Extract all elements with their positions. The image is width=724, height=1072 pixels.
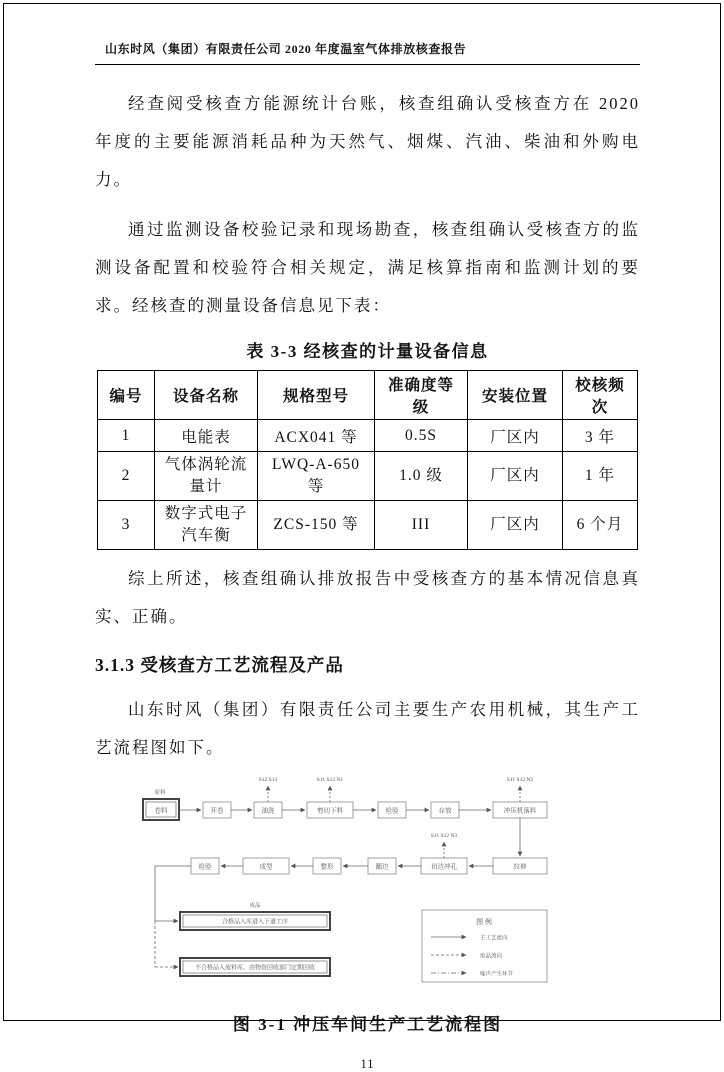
col-header-name: 设备名称 [155, 371, 258, 420]
col-header-location: 安装位置 [468, 371, 563, 420]
col-header-accuracy: 准确度等级 [375, 371, 468, 420]
col-header-frequency: 校核频次 [563, 371, 638, 420]
paragraph-monitoring-devices: 通过监测设备校验记录和现场勘查，核查组确认受核查方的监测设备配置和校验符合相关规定，满足核算指南和监测计划的要求。经核查的测量设备信息见下表： [95, 220, 640, 315]
emission-label-s11-s12-n3: S11 S12 N3 [430, 833, 458, 839]
cell-frequency: 1 年 [563, 452, 638, 501]
legend-noise-label: 噪声产生环节 [480, 971, 514, 978]
step-reshape: 整形 [320, 863, 334, 871]
document-header: 山东时风（集团）有限责任公司 2020 年度温室气体排放核查报告 [95, 40, 640, 65]
step-press-blank: 冲压机落料 [503, 807, 537, 815]
qualified-text: 合格品入库进入下道工序 [221, 919, 289, 926]
paragraph-process-intro: 山东时风（集团）有限责任公司主要生产农用机械，其生产工艺流程图如下。 [95, 700, 640, 757]
measurement-device-table [97, 370, 638, 550]
cell-name: 气体涡轮流量计 [155, 452, 258, 501]
cell-id: 3 [98, 501, 155, 550]
raw-material-label: 原料 [154, 790, 166, 796]
cell-location: 厂区内 [468, 420, 563, 452]
flowchart-svg [135, 771, 590, 999]
col-header-id: 编号 [98, 371, 155, 420]
emission-label-s11-s12-n1: S11 S12 N1 [316, 777, 344, 783]
table-title: 表 3-3 经核查的计量设备信息 [246, 342, 489, 361]
cell-accuracy: 1.0 级 [375, 452, 468, 501]
step-shear: 剪切下料 [317, 807, 343, 815]
step-inspect2: 检验 [198, 863, 212, 871]
step-form: 成型 [259, 863, 273, 871]
step-store: 存放 [438, 807, 452, 815]
paragraph-conclusion: 综上所述，核查组确认排放报告中受核查方的基本情况信息真实、正确。 [95, 569, 640, 626]
cell-id: 2 [98, 452, 155, 501]
cell-frequency: 3 年 [563, 420, 638, 452]
legend-main-label: 主工艺流向 [480, 935, 508, 942]
cell-model: ZCS-150 等 [258, 501, 375, 550]
cell-accuracy: III [375, 501, 468, 550]
unqualified-text: 不合格品入废料库、由物资回收部门定期回收 [194, 965, 316, 972]
cell-name: 数字式电子汽车衡 [155, 501, 258, 550]
legend-title: 图 例 [476, 918, 492, 926]
cell-model: ACX041 等 [258, 420, 375, 452]
step-inspect1: 检验 [385, 807, 399, 815]
figure-caption: 图 3-1 冲压车间生产工艺流程图 [232, 1015, 503, 1034]
emission-label-s11-s12-n2: S11 S12 N2 [506, 777, 534, 783]
emission-label-s12-s13: S12 S13 [258, 777, 278, 783]
step-flange: 翻边 [375, 863, 389, 871]
step-oil-wash: 油洗 [261, 807, 275, 815]
page-number: 11 [360, 1057, 375, 1071]
table-row [98, 501, 638, 550]
process-flowchart [135, 771, 590, 1004]
cell-id: 1 [98, 420, 155, 452]
cell-location: 厂区内 [468, 452, 563, 501]
table-row [98, 420, 638, 452]
cell-frequency: 6 个月 [563, 501, 638, 550]
step-coil: 卷料 [154, 807, 168, 815]
table-row [98, 452, 638, 501]
col-header-model: 规格型号 [258, 371, 375, 420]
step-uncoil: 开卷 [210, 807, 224, 815]
cell-model: LWQ-A-650 等 [258, 452, 375, 501]
table-header-row [98, 371, 638, 420]
cell-accuracy: 0.5S [375, 420, 468, 452]
step-draw: 拉伸 [513, 863, 527, 871]
step-trim-punch: 切边冲孔 [431, 863, 457, 871]
paragraph-energy-types: 经查阅受核查方能源统计台账，核查组确认受核查方在 2020 年度的主要能源消耗品种为天然气、烟煤、汽油、柴油和外购电力。 [95, 94, 640, 189]
cell-location: 厂区内 [468, 501, 563, 550]
legend-waste-label: 废品流向 [480, 953, 503, 960]
section-heading-3-1-3: 3.1.3 受核查方工艺流程及产品 [95, 655, 344, 675]
cell-name: 电能表 [155, 420, 258, 452]
product-label: 成品 [249, 903, 261, 909]
